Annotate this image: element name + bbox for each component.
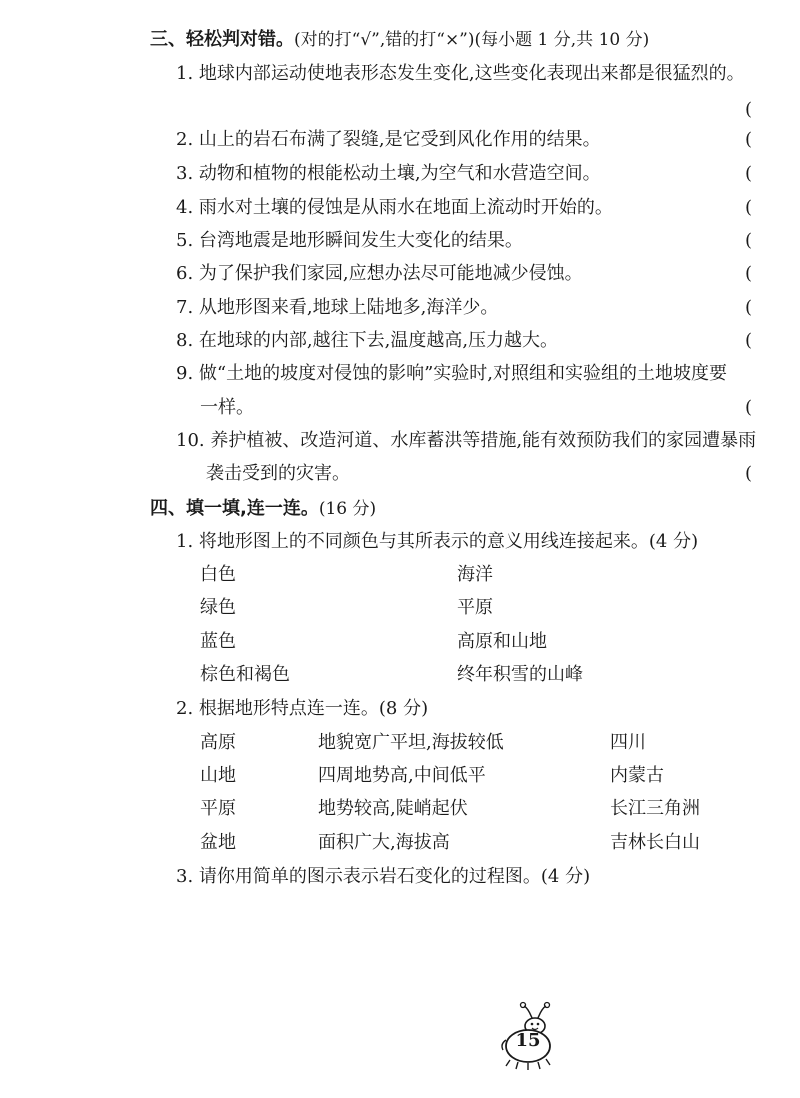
- q2-prompt: 2. 根据地形特点连一连。(8 分): [176, 698, 429, 719]
- s3-item-9: 9. 做“土地的坡度对侵蚀的影响”实验时,对照组和实验组的土地坡度要: [176, 363, 728, 384]
- q3-prompt: 3. 请你用简单的图示表示岩石变化的过程图。(4 分): [176, 866, 591, 887]
- answer-paren-5[interactable]: (: [745, 230, 753, 251]
- q1-left-2[interactable]: 绿色: [200, 597, 236, 618]
- s3-item-9-cont: 一样。: [200, 397, 254, 418]
- q1-right-3[interactable]: 高原和山地: [457, 631, 547, 652]
- q1-prompt: 1. 将地形图上的不同颜色与其所表示的意义用线连接起来。(4 分): [176, 531, 699, 552]
- q1-right-2[interactable]: 平原: [457, 597, 493, 618]
- q1-left-3[interactable]: 蓝色: [200, 631, 236, 652]
- answer-paren-7[interactable]: (: [745, 297, 753, 318]
- s3-item-7: 7. 从地形图来看,地球上陆地多,海洋少。: [176, 297, 499, 318]
- section4-title: 四、填一填,连一连。: [150, 498, 319, 519]
- answer-paren-4[interactable]: (: [745, 197, 753, 218]
- q2-col3-2[interactable]: 内蒙古: [610, 765, 664, 786]
- q2-col1-4[interactable]: 盆地: [200, 832, 236, 853]
- q1-left-1[interactable]: 白色: [200, 564, 236, 585]
- section3-note: (对的打“√”,错的打“×”)(每小题 1 分,共 10 分): [294, 30, 650, 50]
- s3-item-10: 10. 养护植被、改造河道、水库蓄洪等措施,能有效预防我们的家园遭暴雨: [176, 430, 757, 451]
- q1-right-1[interactable]: 海洋: [457, 564, 493, 585]
- s3-item-1: 1. 地球内部运动使地表形态发生变化,这些变化表现出来都是很猛烈的。: [176, 63, 745, 84]
- q2-col1-2[interactable]: 山地: [200, 765, 236, 786]
- q2-col2-2[interactable]: 四周地势高,中间低平: [318, 765, 486, 786]
- s3-item-3: 3. 动物和植物的根能松动土壤,为空气和水营造空间。: [176, 163, 601, 184]
- q2-col3-3[interactable]: 长江三角洲: [610, 798, 700, 819]
- section3-heading: [150, 28, 649, 52]
- s3-item-10-cont: 袭击受到的灾害。: [206, 463, 350, 484]
- s3-item-4: 4. 雨水对土壤的侵蚀是从雨水在地面上流动时开始的。: [176, 197, 613, 218]
- answer-paren-10[interactable]: (: [745, 463, 753, 484]
- s3-item-2: 2. 山上的岩石布满了裂缝,是它受到风化作用的结果。: [176, 129, 601, 150]
- s3-item-8: 8. 在地球的内部,越往下去,温度越高,压力越大。: [176, 330, 559, 351]
- q2-col1-1[interactable]: 高原: [200, 732, 236, 753]
- q2-col2-3[interactable]: 地势较高,陡峭起伏: [318, 798, 468, 819]
- section4-note: (16 分): [318, 499, 377, 519]
- q2-col2-1[interactable]: 地貌宽广平坦,海拔较低: [318, 732, 504, 753]
- answer-paren-6[interactable]: (: [745, 263, 753, 284]
- answer-paren-1[interactable]: (: [745, 99, 753, 120]
- q1-left-4[interactable]: 棕色和褐色: [200, 664, 290, 685]
- answer-paren-3[interactable]: (: [745, 163, 753, 184]
- s3-item-6: 6. 为了保护我们家园,应想办法尽可能地减少侵蚀。: [176, 263, 583, 284]
- q1-right-4[interactable]: 终年积雪的山峰: [457, 664, 583, 685]
- answer-paren-9[interactable]: (: [745, 397, 753, 418]
- section4-heading: [150, 497, 376, 521]
- q2-col2-4[interactable]: 面积广大,海拔高: [318, 832, 450, 853]
- page-number: 15: [515, 1030, 541, 1051]
- section3-title: 三、轻松判对错。: [150, 29, 294, 50]
- answer-paren-8[interactable]: (: [745, 330, 753, 351]
- q2-col1-3[interactable]: 平原: [200, 798, 236, 819]
- answer-paren-2[interactable]: (: [745, 129, 753, 150]
- q2-col3-4[interactable]: 吉林长白山: [610, 832, 700, 853]
- q2-col3-1[interactable]: 四川: [610, 732, 646, 753]
- page-number-badge: [488, 1000, 568, 1075]
- s3-item-5: 5. 台湾地震是地形瞬间发生大变化的结果。: [176, 230, 523, 251]
